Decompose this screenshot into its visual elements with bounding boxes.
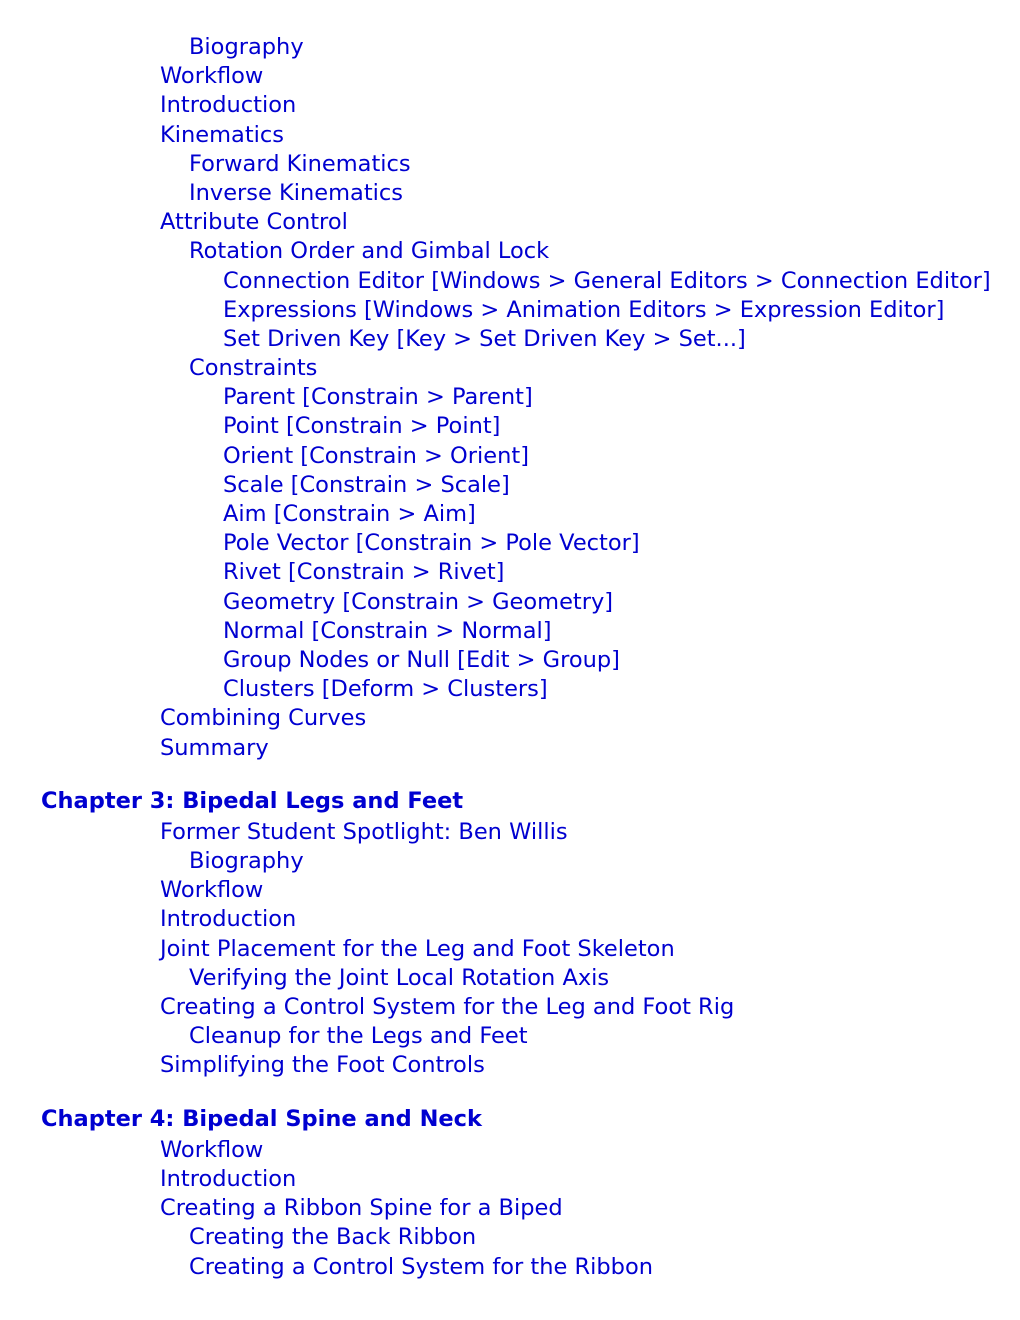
toc-entry-level-1[interactable]: Combining Curves xyxy=(160,705,367,732)
toc-entry-level-3[interactable]: Connection Editor [Windows > General Editors > Connection Editor] xyxy=(223,267,991,294)
toc-entry-level-1[interactable]: Introduction xyxy=(160,92,297,119)
toc-entry-level-3[interactable]: Scale [Constrain > Scale] xyxy=(223,471,510,498)
toc-entry-level-3[interactable]: Normal [Constrain > Normal] xyxy=(223,617,552,644)
toc-entry-level-3[interactable]: Aim [Constrain > Aim] xyxy=(223,501,476,527)
toc-entry-level-2[interactable]: Biography xyxy=(189,34,304,60)
toc-entry-level-2[interactable]: Inverse Kinematics xyxy=(189,179,404,206)
toc-entry-level-3[interactable]: Group Nodes or Null [Edit > Group] xyxy=(223,646,620,673)
toc-entry-level-1[interactable]: Simplifying the Foot Controls xyxy=(160,1052,485,1079)
toc-entry-level-1[interactable]: Creating a Control System for the Leg and Foot Rig xyxy=(160,994,735,1020)
toc-entry-level-1[interactable]: Summary xyxy=(160,734,269,761)
toc-entry-level-3[interactable]: Expressions [Windows > Animation Editors > Expression Editor] xyxy=(223,296,945,323)
section-spacer xyxy=(0,763,1020,787)
toc-entry-level-2[interactable]: Creating the Back Ribbon xyxy=(189,1224,477,1251)
toc-entry-level-2[interactable]: Forward Kinematics xyxy=(189,150,411,177)
toc-section xyxy=(0,763,1020,1081)
toc-entry-level-2[interactable]: Creating a Control System for the Ribbon xyxy=(189,1253,653,1280)
toc-entry-level-1[interactable]: Joint Placement for the Leg and Foot Skeleton xyxy=(160,935,675,962)
toc-entry-level-3[interactable]: Geometry [Constrain > Geometry] xyxy=(223,588,614,615)
section-spacer xyxy=(0,1081,1020,1105)
toc-entry-level-3[interactable]: Parent [Constrain > Parent] xyxy=(223,384,533,411)
toc-entry-level-2[interactable]: Verifying the Joint Local Rotation Axis xyxy=(189,964,610,991)
toc-entry-level-2[interactable]: Biography xyxy=(189,848,304,875)
toc-entry-level-2[interactable]: Constraints xyxy=(189,355,318,382)
toc-entry-level-1[interactable]: Attribute Control xyxy=(160,209,348,236)
toc-entry-level-1[interactable]: Introduction xyxy=(160,906,297,933)
toc-entry-level-3[interactable]: Orient [Constrain > Orient] xyxy=(223,442,529,469)
toc-section xyxy=(0,33,1020,763)
toc-entry-level-3[interactable]: Pole Vector [Constrain > Pole Vector] xyxy=(223,530,640,557)
toc-entry-level-3[interactable]: Point [Constrain > Point] xyxy=(223,413,501,440)
table-of-contents xyxy=(0,33,1020,1282)
toc-entry-level-1[interactable]: Former Student Spotlight: Ben Willis xyxy=(160,818,568,845)
chapter-heading-link[interactable]: Chapter 4: Bipedal Spine and Neck xyxy=(41,1105,482,1132)
toc-entry-level-1[interactable]: Workflow xyxy=(160,877,264,904)
toc-entry-level-1[interactable]: Creating a Ribbon Spine for a Biped xyxy=(160,1195,563,1222)
toc-entry-level-3[interactable]: Rivet [Constrain > Rivet] xyxy=(223,559,505,586)
toc-entry-level-2[interactable]: Rotation Order and Gimbal Lock xyxy=(189,238,550,265)
toc-entry-level-3[interactable]: Clusters [Deform > Clusters] xyxy=(223,676,548,703)
toc-section xyxy=(0,1081,1020,1282)
toc-entry-level-2[interactable]: Cleanup for the Legs and Feet xyxy=(189,1023,528,1050)
toc-entry-level-1[interactable]: Introduction xyxy=(160,1165,297,1192)
toc-entry-level-1[interactable]: Kinematics xyxy=(160,121,284,148)
toc-entry-level-1[interactable]: Workflow xyxy=(160,1136,264,1163)
toc-entry-level-1[interactable]: Workflow xyxy=(160,63,264,90)
chapter-heading-link[interactable]: Chapter 3: Bipedal Legs and Feet xyxy=(41,787,464,814)
toc-entry-level-3[interactable]: Set Driven Key [Key > Set Driven Key > Set...] xyxy=(223,325,746,352)
